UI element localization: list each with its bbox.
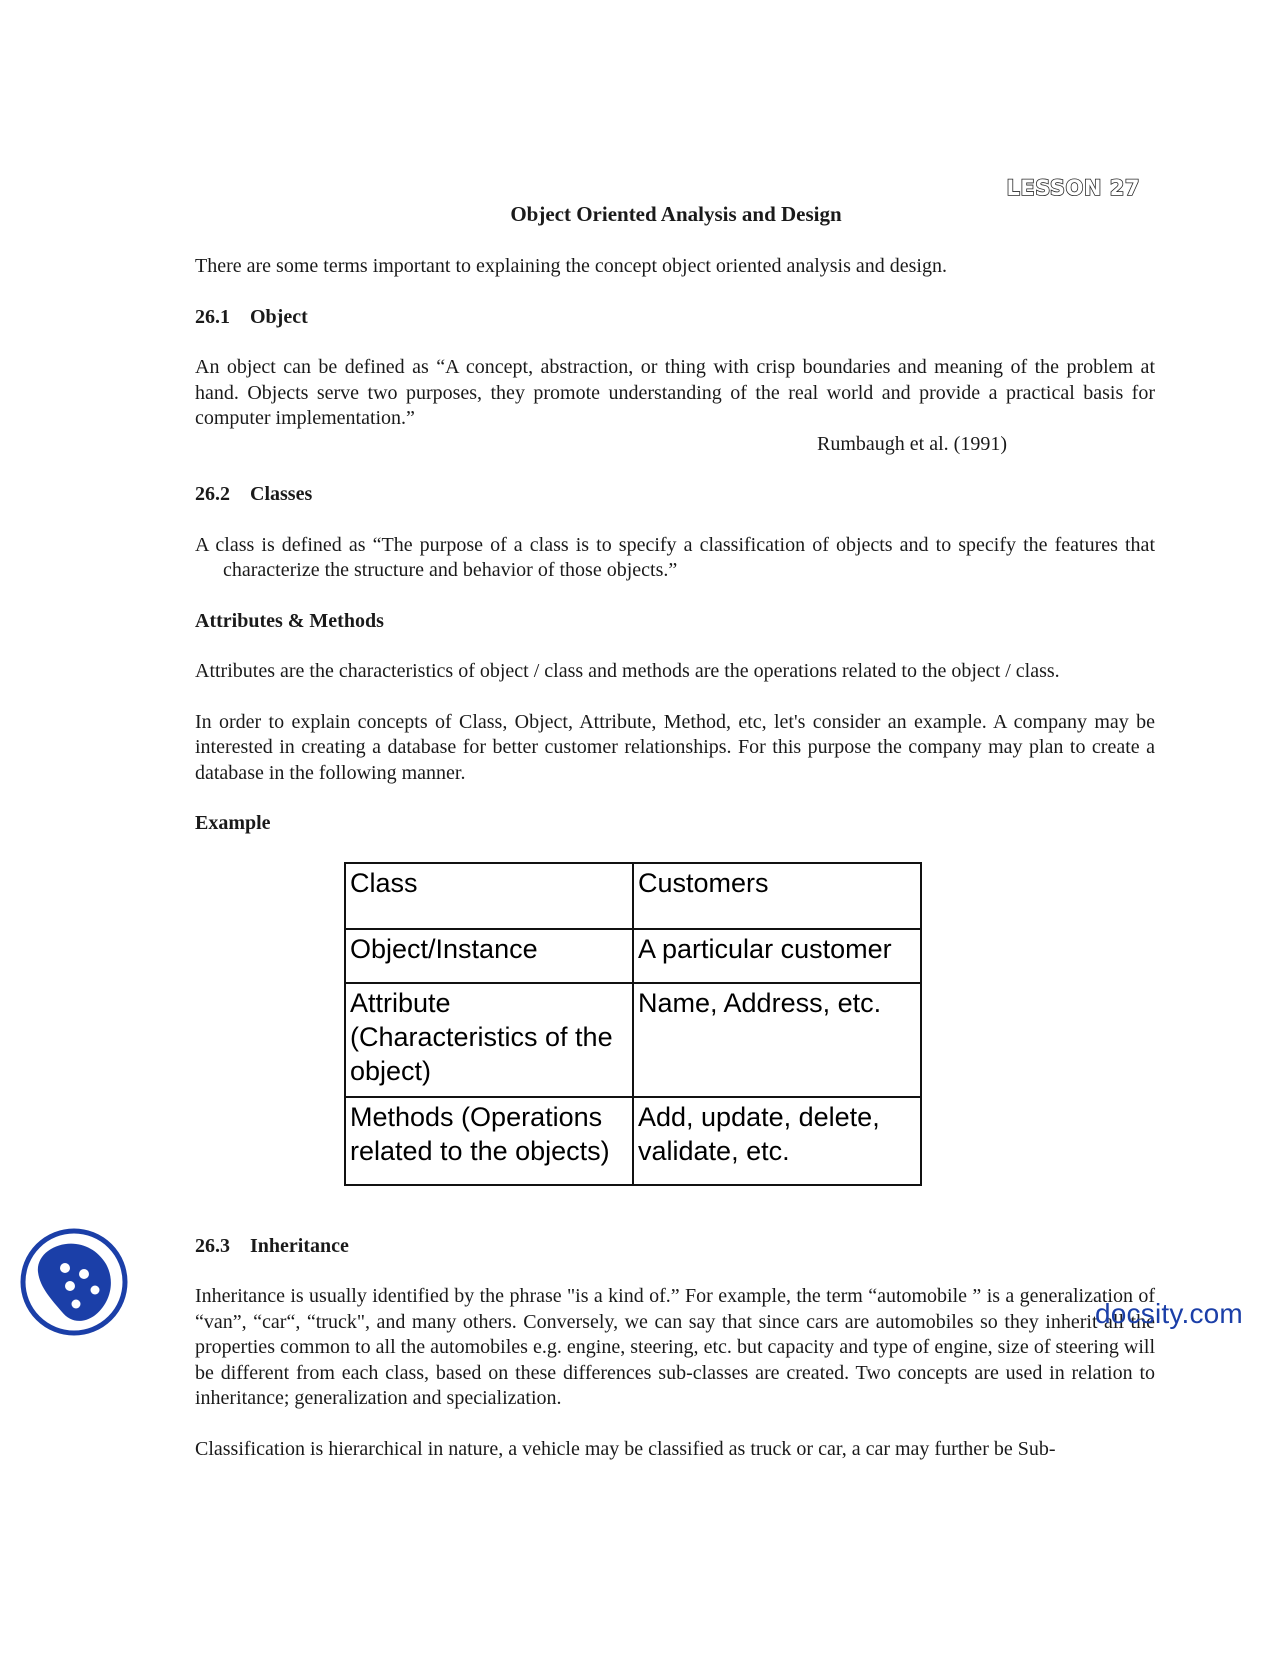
docsity-watermark[interactable]: docsity.com: [1095, 1298, 1243, 1329]
section-number: 26.3: [195, 1234, 230, 1257]
table-cell: Add, update, delete, validate, etc.: [633, 1097, 921, 1185]
class-definition-paragraph: A class is defined as “The purpose of a class is to specify a classification of objects and to specify the features that characterize the structure and behavior of those objects.”: [195, 533, 1155, 581]
table-cell: Name, Address, etc.: [633, 983, 921, 1097]
table-cell: Class: [345, 863, 633, 929]
section-title: Inheritance: [250, 1234, 349, 1257]
intro-paragraph: There are some terms important to explaining the concept object oriented analysis and design.: [195, 255, 947, 277]
section-number: 26.2: [195, 483, 230, 505]
docsity-logo-icon[interactable]: [18, 1226, 130, 1338]
section-heading-example: Example: [195, 812, 271, 834]
table-cell: Object/Instance: [345, 929, 633, 983]
section-heading-inheritance: [195, 1234, 1155, 1260]
section-title: Object: [250, 305, 308, 328]
document-body: [195, 254, 1155, 1487]
inheritance-paragraph: Inheritance is usually identified by the phrase "is a kind of.” For example, the term “automobile ” is a generalization of “van”, “car“, “truck", and many others. Conversely, we can say that since cars are automobiles so they inherit all the properties common to all the automobiles e.g. engine, steering, etc. but capacity and type of engine, size of steering will be different from each class, based on these differences sub-classes are created. Two concepts are used in relation to inheritance; generalization and specialization.: [195, 1285, 1155, 1409]
section-title: Classes: [250, 483, 313, 505]
table-row: [345, 863, 921, 929]
table-cell: A particular customer: [633, 929, 921, 983]
table-cell: Customers: [633, 863, 921, 929]
table-cell: Methods (Operations related to the objects): [345, 1097, 633, 1185]
citation: Rumbaugh et al. (1991): [817, 432, 1007, 455]
page-title: Object Oriented Analysis and Design: [510, 202, 842, 226]
attributes-paragraph: Attributes are the characteristics of object / class and methods are the operations related to the object / class.: [195, 660, 1060, 682]
classification-paragraph: Classification is hierarchical in nature, a vehicle may be classified as truck or car, a car may further be Sub-: [195, 1437, 1056, 1460]
example-intro-paragraph: In order to explain concepts of Class, Object, Attribute, Method, etc, let's consider an example. A company may be interested in creating a database for better customer relationships. For this purpose the company may plan to create a database in the following manner.: [195, 710, 1155, 784]
table-row: [345, 1097, 921, 1185]
object-definition-paragraph: An object can be defined as “A concept, abstraction, or thing with crisp boundaries and meaning of the problem at hand. Objects serve two purposes, they promote understanding of the real world and provide a practical basis for computer implementation.”: [195, 356, 1155, 429]
table-row: [345, 983, 921, 1097]
lesson-label: LESSON 27: [1006, 176, 1140, 200]
section-heading-attributes: Attributes & Methods: [195, 609, 384, 632]
section-number: 26.1: [195, 305, 230, 328]
section-heading-object: [195, 305, 1155, 331]
table-row: [345, 929, 921, 983]
example-table: [344, 862, 922, 1186]
table-cell: Attribute (Characteristics of the object): [345, 983, 633, 1097]
section-heading-classes: [195, 482, 1155, 508]
